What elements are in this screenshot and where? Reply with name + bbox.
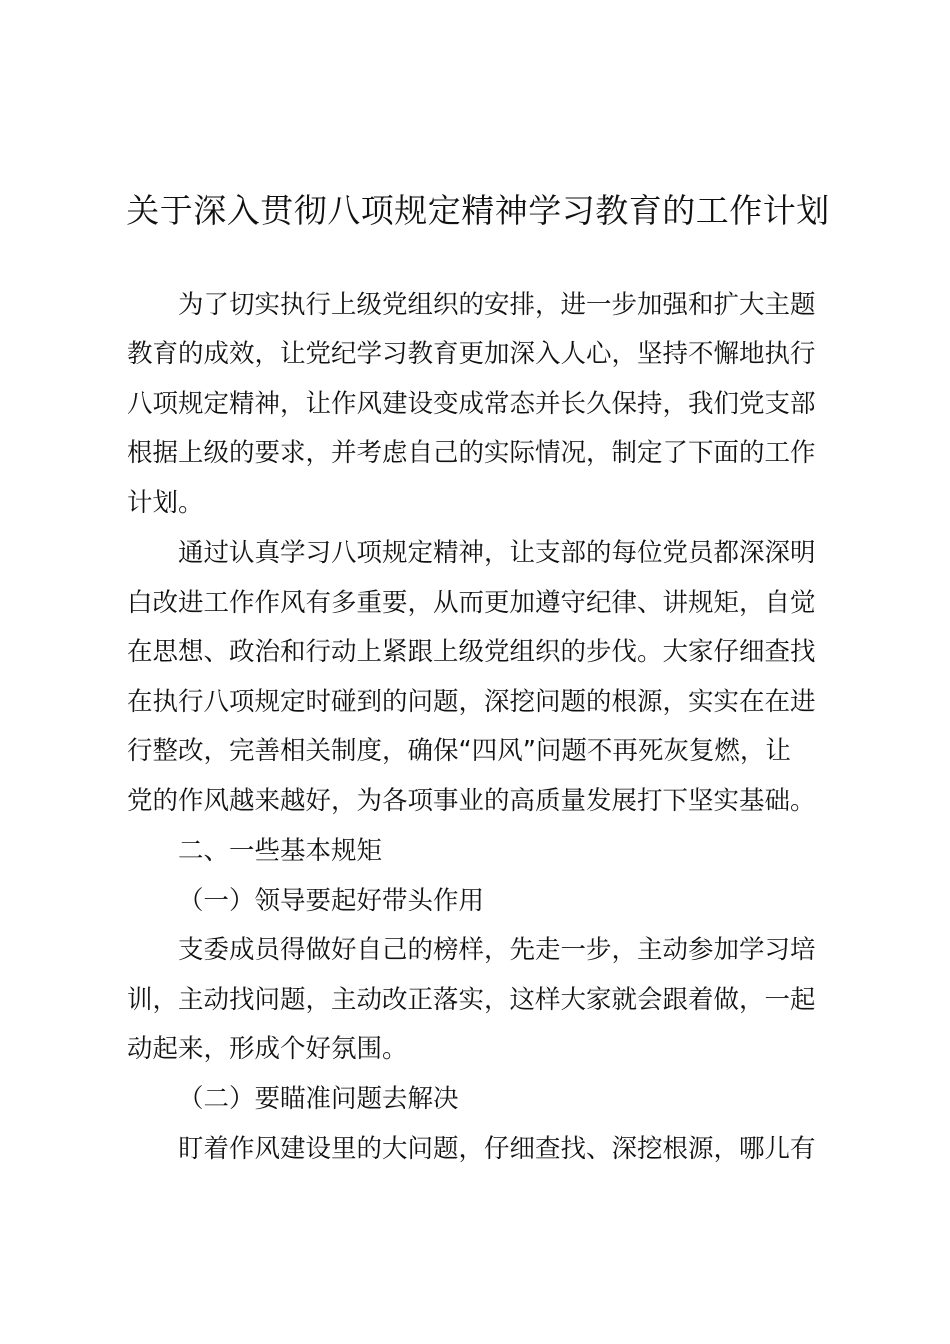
paragraph-1-line-4: 根据上级的要求，并考虑自己的实际情况，制定了下面的工作 <box>127 438 816 468</box>
paragraph-1-line-3: 八项规定精神，让作风建设变成常态并长久保持，我们党支部 <box>127 389 816 419</box>
paragraph-2-line-1: 通过认真学习八项规定精神，让支部的每位党员都深深明 <box>178 538 816 568</box>
section-heading-2: 二、一些基本规矩 <box>178 836 383 866</box>
paragraph-2-line-5: 行整改，完善相关制度，确保“四风”问题不再死灰复燃，让 <box>127 736 791 766</box>
paragraph-2-line-3: 在思想、政治和行动上紧跟上级党组织的步伐。大家仔细查找 <box>127 637 816 667</box>
paragraph-1-line-5: 计划。 <box>127 488 204 518</box>
paragraph-3-line-2: 训，主动找问题，主动改正落实，这样大家就会跟着做，一起 <box>127 985 816 1015</box>
document-title: 关于深入贯彻八项规定精神学习教育的工作计划 <box>126 191 830 230</box>
paragraph-3-line-3: 动起来，形成个好氛围。 <box>127 1034 408 1064</box>
paragraph-4-line-1: 盯着作风建设里的大问题，仔细查找、深挖根源，哪儿有 <box>178 1134 816 1164</box>
paragraph-1-line-2: 教育的成效，让党纪学习教育更加深入人心，坚持不懈地执行 <box>127 339 816 369</box>
paragraph-1-line-1: 为了切实执行上级党组织的安排，进一步加强和扩大主题 <box>178 290 816 320</box>
paragraph-3-line-1: 支委成员得做好自己的榜样，先走一步，主动参加学习培 <box>178 935 816 965</box>
subsection-heading-2: （二）要瞄准问题去解决 <box>178 1084 459 1114</box>
subsection-heading-1: （一）领导要起好带头作用 <box>178 886 485 916</box>
paragraph-2-line-6: 党的作风越来越好，为各项事业的高质量发展打下坚实基础。 <box>127 786 816 816</box>
paragraph-2-line-4: 在执行八项规定时碰到的问题，深挖问题的根源，实实在在进 <box>127 687 816 717</box>
paragraph-2-line-2: 白改进工作作风有多重要，从而更加遵守纪律、讲规矩，自觉 <box>127 588 816 618</box>
